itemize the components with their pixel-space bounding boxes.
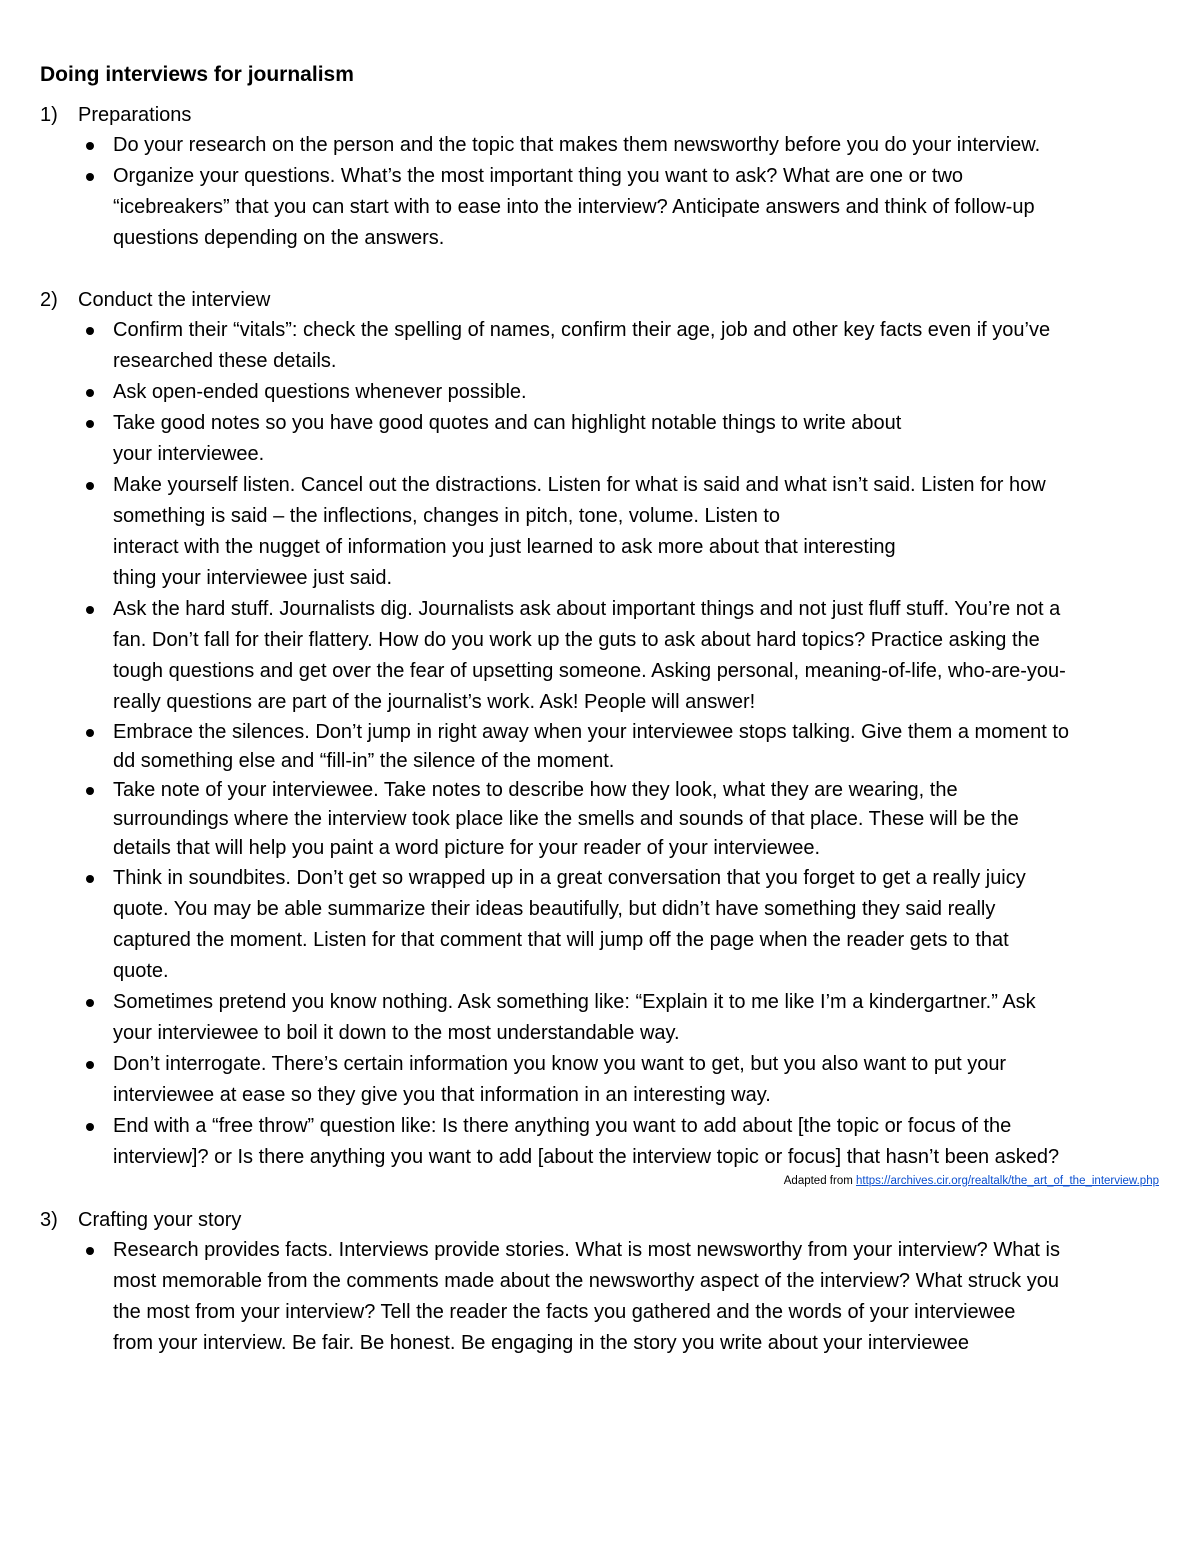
bullet-icon xyxy=(86,482,94,490)
list-item xyxy=(40,1235,1165,1359)
section-title: Conduct the interview xyxy=(78,289,271,311)
document-title: Doing interviews for journalism xyxy=(40,63,354,86)
section-heading xyxy=(40,100,1165,130)
list-item xyxy=(40,161,1165,254)
bullet-icon xyxy=(86,327,94,335)
section-number: 2) xyxy=(40,289,58,311)
bullet-icon xyxy=(86,729,94,737)
bullet-icon xyxy=(86,420,94,428)
list-item-text: Confirm their “vitals”: check the spelling of names, confirm their age, job and other key facts even if you’ve researched these details. xyxy=(113,319,1051,372)
list-item-text: Embrace the silences. Don’t jump in right away when your interviewee stops talking. Give them a moment to dd something else and “fill-in” the silence of the moment. xyxy=(113,721,1069,772)
section-conduct-interview xyxy=(40,285,1165,1189)
list-item-text: Research provides facts. Interviews provide stories. What is most newsworthy from your interview? What is most memorable from the comments made about the newsworthy aspect of the interview? What struck you the most from your interview? Tell the reader the facts you gathered and the words of your interviewee from your interview. Be fair. Be honest. Be engaging in the story you write about your interviewee xyxy=(113,1239,1060,1354)
source-link[interactable]: https://archives.cir.org/realtalk/the_art_of_the_interview.php xyxy=(855,1175,1159,1187)
list-item-text: Ask open-ended questions whenever possible. xyxy=(113,381,527,403)
bullet-icon xyxy=(86,173,94,181)
section-title: Preparations xyxy=(78,104,192,126)
source-prefix: Adapted from xyxy=(783,1175,856,1187)
bullet-icon xyxy=(86,606,94,614)
source-attribution xyxy=(40,1173,1165,1189)
list-item-text: Take note of your interviewee. Take notes to describe how they look, what they are wearing, the surroundings where the interview took place like the smells and sounds of that place. These will be the details that will help you paint a word picture for your reader of your interviewee. xyxy=(113,779,1019,859)
section-heading xyxy=(40,285,1165,315)
list-item xyxy=(40,470,1165,594)
list-item xyxy=(40,718,1165,776)
document-page xyxy=(40,62,1165,1359)
list-item xyxy=(40,377,1165,408)
bullet-icon xyxy=(86,1247,94,1255)
bullet-icon xyxy=(86,875,94,883)
list-item-text: Ask the hard stuff. Journalists dig. Journalists ask about important things and not just fluff stuff. You’re not a fan. Don’t fall for their flattery. How do you work up the guts to ask about hard topics? Practice asking the tough questions and get over the fear of upsetting someone. Asking personal, meaning-of-life, who-are-you- really questions are part of the journalist’s work. Ask! People will answer! xyxy=(113,598,1066,713)
list-item-text: Make yourself listen. Cancel out the distractions. Listen for what is said and what isn’t said. Listen for how something is said – the inflections, changes in pitch, tone, volume. Listen to interact with the nugget of information you just learned to ask more about that interesting thing your interviewee just said. xyxy=(113,474,1046,589)
bullet-list xyxy=(40,130,1165,254)
list-item xyxy=(40,1049,1165,1111)
list-item xyxy=(40,987,1165,1049)
list-item xyxy=(40,863,1165,987)
list-item xyxy=(40,594,1165,718)
list-item xyxy=(40,408,1165,470)
list-item xyxy=(40,1111,1165,1173)
spacer xyxy=(40,254,1165,285)
list-item-text: End with a “free throw” question like: Is there anything you want to add about [the topic or focus of the interview]? or Is there anything you want to add [about the interview topic or focus] that hasn’t been asked? xyxy=(113,1115,1060,1168)
bullet-icon xyxy=(86,1123,94,1131)
list-item-text: Think in soundbites. Don’t get so wrapped up in a great conversation that you forget to get a really juicy quote. You may be able summarize their ideas beautifully, but didn’t have something they said really captured the moment. Listen for that comment that will jump off the page when the reader gets to that quote. xyxy=(113,867,1026,982)
list-item-text: Organize your questions. What’s the most important thing you want to ask? What are one or two “icebreakers” that you can start with to ease into the interview? Anticipate answers and think of follow-up questions depending on the answers. xyxy=(113,165,1035,249)
list-item xyxy=(40,130,1165,161)
bullet-list xyxy=(40,1235,1165,1359)
bullet-list xyxy=(40,315,1165,1173)
section-number: 3) xyxy=(40,1209,58,1231)
section-preparations xyxy=(40,100,1165,254)
list-item xyxy=(40,315,1165,377)
section-number: 1) xyxy=(40,104,58,126)
bullet-icon xyxy=(86,142,94,150)
list-item-text: Take good notes so you have good quotes and can highlight notable things to write about your interviewee. xyxy=(113,412,902,465)
section-crafting-story xyxy=(40,1205,1165,1359)
list-item-text: Sometimes pretend you know nothing. Ask something like: “Explain it to me like I’m a kindergartner.” Ask your interviewee to boil it down to the most understandable way. xyxy=(113,991,1036,1044)
list-item-text: Don’t interrogate. There’s certain information you know you want to get, but you also want to put your interviewee at ease so they give you that information in an interesting way. xyxy=(113,1053,1007,1106)
list-item xyxy=(40,776,1165,863)
list-item-text: Do your research on the person and the topic that makes them newsworthy before you do your interview. xyxy=(113,134,1041,156)
bullet-icon xyxy=(86,389,94,397)
bullet-icon xyxy=(86,999,94,1007)
bullet-icon xyxy=(86,1061,94,1069)
bullet-icon xyxy=(86,787,94,795)
section-heading xyxy=(40,1205,1165,1235)
section-title: Crafting your story xyxy=(78,1209,242,1231)
